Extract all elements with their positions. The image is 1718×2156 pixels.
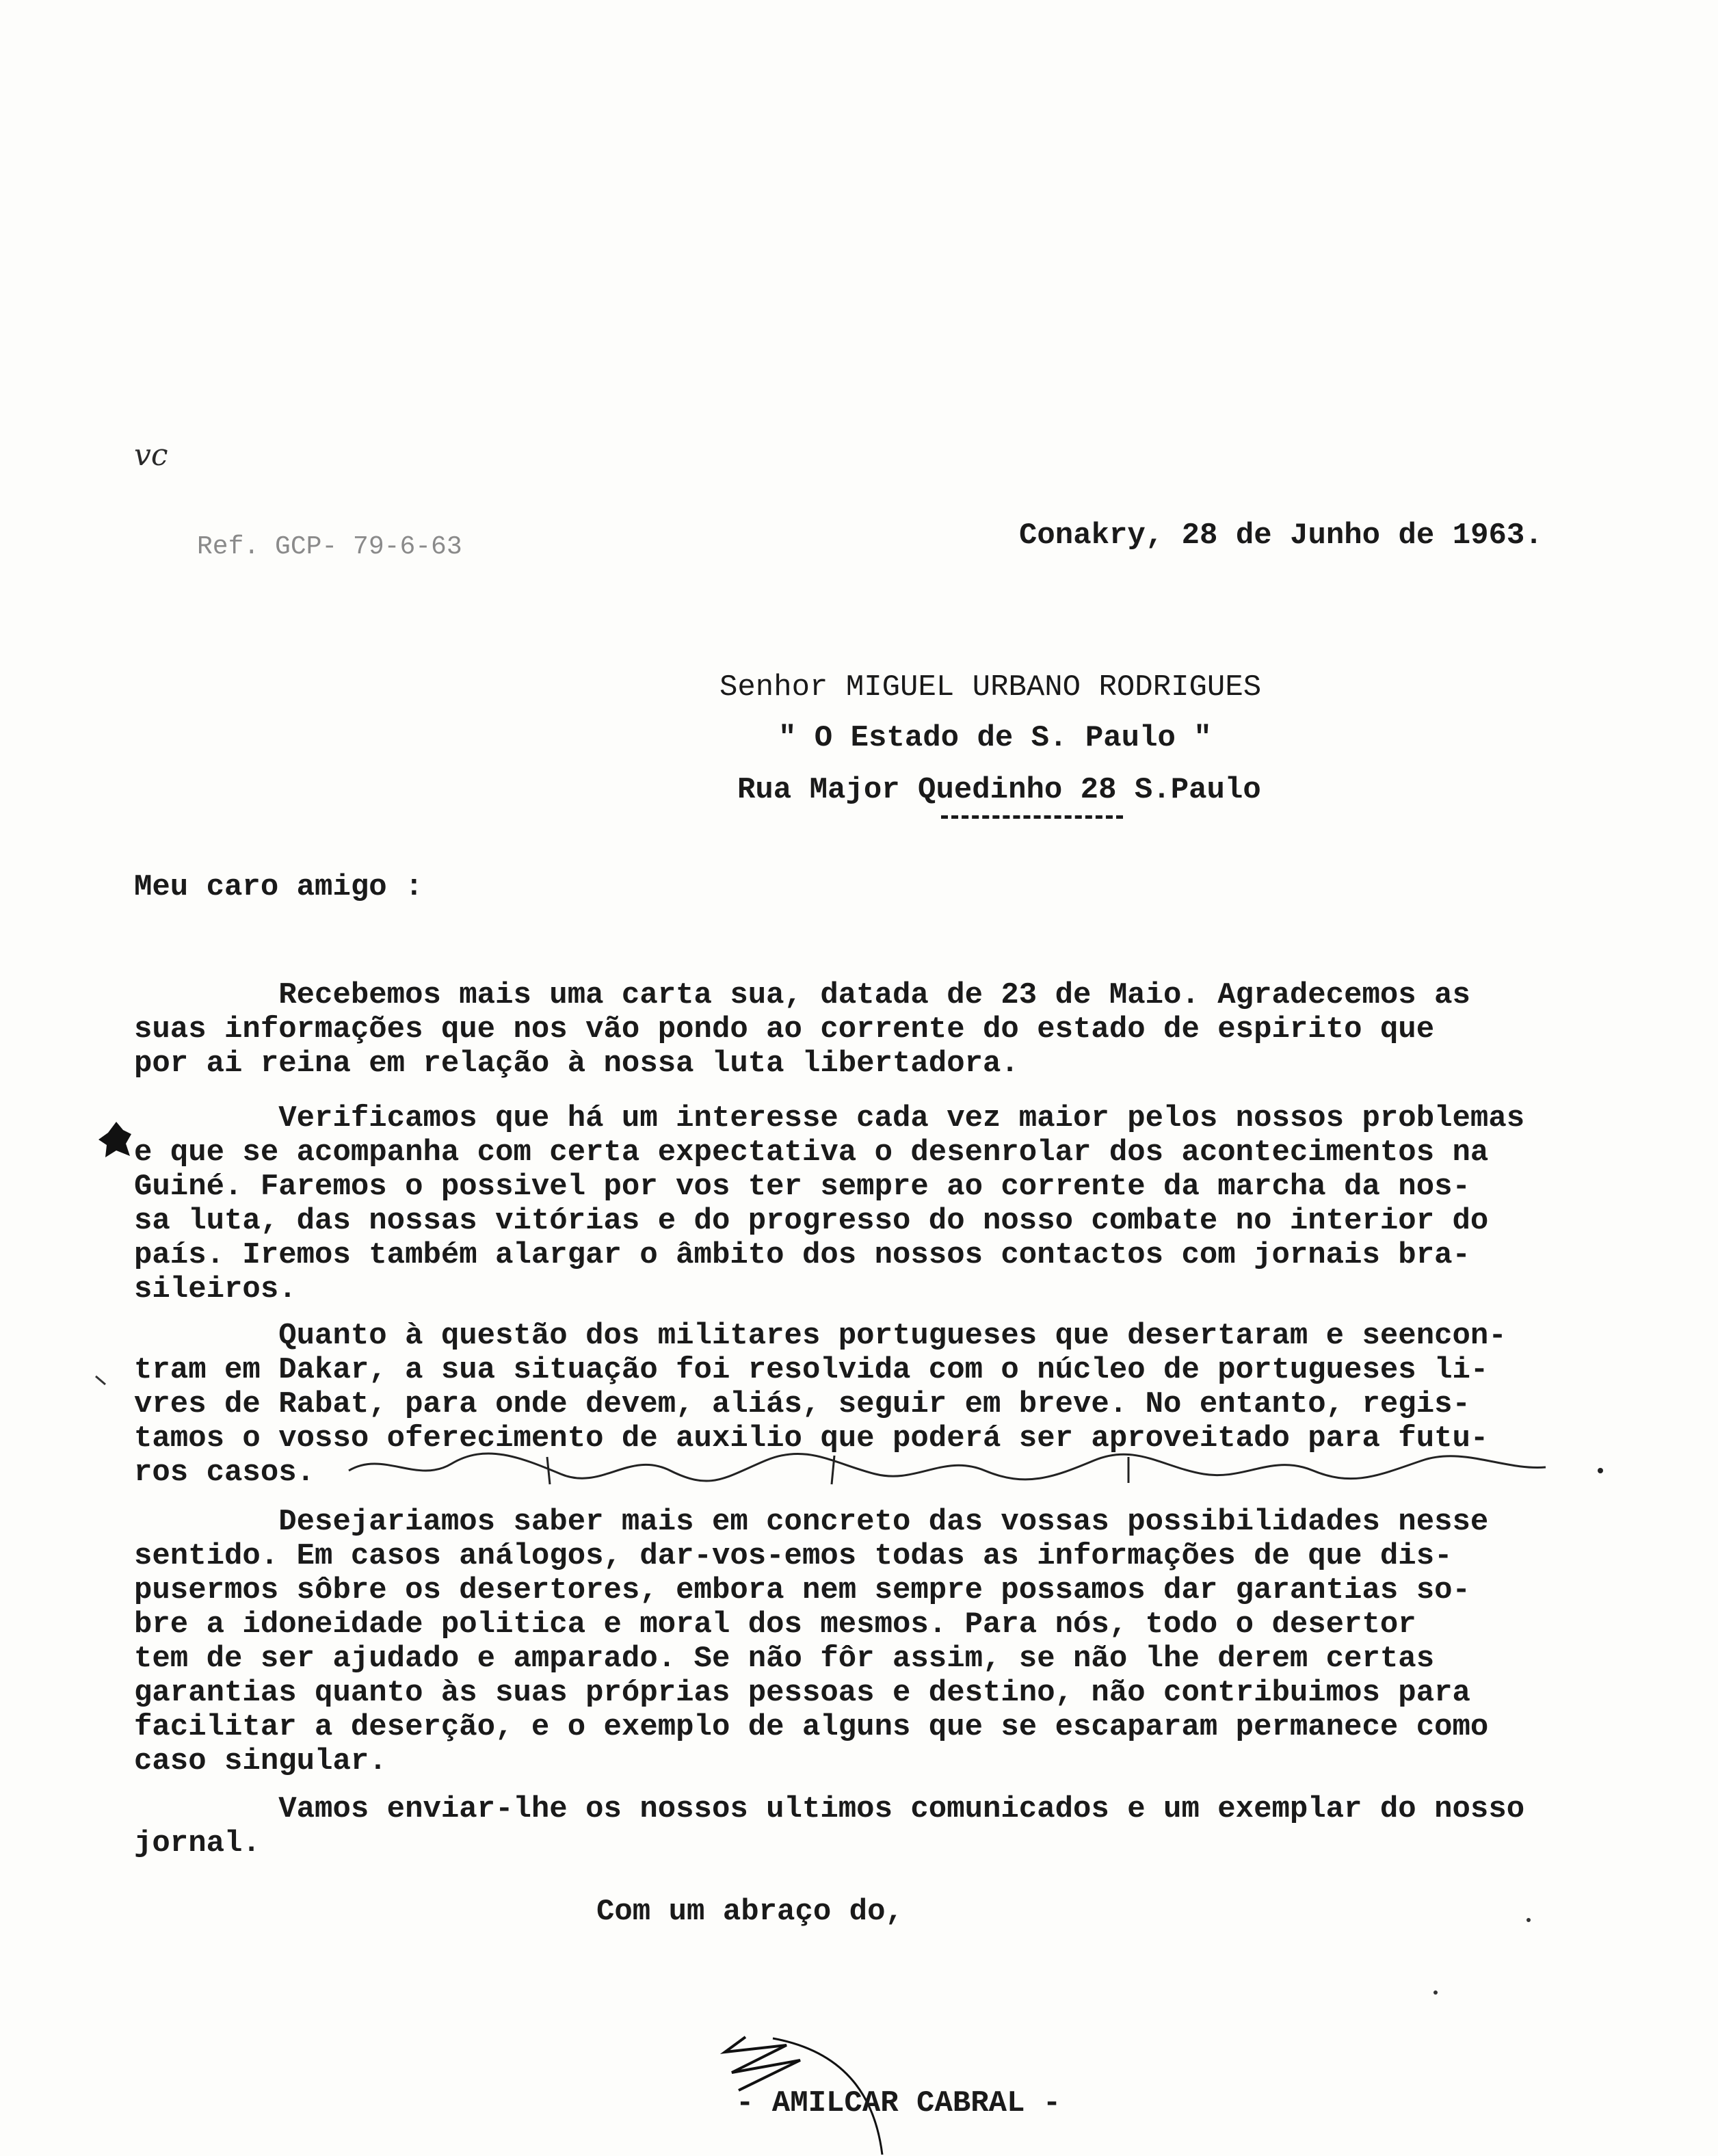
- paragraph-4: Desejariamos saber mais em concreto das vossas possibilidades nesse sentido. Em casos análogos, dar-vos-emos todas as informações de que dis- pusermos sôbre os desertores, embora nem sempre possamos dar garantias so- bre a idoneidade politica e moral dos mesmos. Para nós, todo o desertor tem de ser ajudado e amparado. Se não fôr assim, se não lhe derem certas garantias quanto às suas próprias pessoas e destino, não contribuimos para facilitar a deserção, e o exemplo de alguns que se escaparam permanece como caso singular.: [134, 1505, 1489, 1778]
- margin-tick-icon: [94, 1375, 108, 1389]
- recipient-address: Rua Major Quedinho 28 S.Paulo: [737, 773, 1261, 807]
- paragraph-1: Recebemos mais uma carta sua, datada de 23 de Maio. Agradecemos as suas informações que nos vão pondo ao corrente do estado de espirito que por ai reina em relação à nossa luta libertadora.: [134, 978, 1470, 1081]
- speck: [1527, 1918, 1531, 1922]
- recipient-publication: " O Estado de S. Paulo ": [778, 721, 1212, 755]
- recipient-name: Senhor MIGUEL URBANO RODRIGUES: [719, 670, 1262, 705]
- ink-blot-icon: [96, 1116, 137, 1164]
- paragraph-2: Verificamos que há um interesse cada vez maior pelos nossos problemas e que se acompanha com certa expectativa o desenrolar dos acontecimentos na Guiné. Faremos o possivel por vos ter sempre ao corrente da marcha da nos- sa luta, das nossas vitórias e do progresso do nosso combate no interior do país. Iremos também alargar o âmbito dos nossos contactos com jornais bra- sileiros.: [134, 1101, 1525, 1306]
- reference-number: Ref. GCP- 79-6-63: [197, 532, 462, 562]
- salutation: Meu caro amigo :: [134, 870, 423, 904]
- date-line: Conakry, 28 de Junho de 1963.: [1019, 518, 1543, 553]
- handwritten-note: [342, 1436, 1614, 1491]
- paragraph-5: Vamos enviar-lhe os nossos ultimos comunicados e um exemplar do nosso jornal.: [134, 1792, 1525, 1861]
- speck: [1433, 1990, 1438, 1995]
- paragraph-3: Quanto à questão dos militares portugueses que desertaram e seencon- tram em Dakar, a sua situação foi resolvida com o núcleo de portugueses li- vres de Rabat, para onde devem, aliás, seguir em breve. No entanto, regis- tamos o vosso oferecimento de auxilio que poderá ser aproveitado para futu- ros casos.: [134, 1319, 1507, 1490]
- signatory-name: - AMILCAR CABRAL -: [736, 2086, 1061, 2120]
- margin-mark: vc: [134, 438, 168, 473]
- address-underline: [941, 815, 1123, 819]
- closing-line: Com um abraço do,: [596, 1895, 903, 1929]
